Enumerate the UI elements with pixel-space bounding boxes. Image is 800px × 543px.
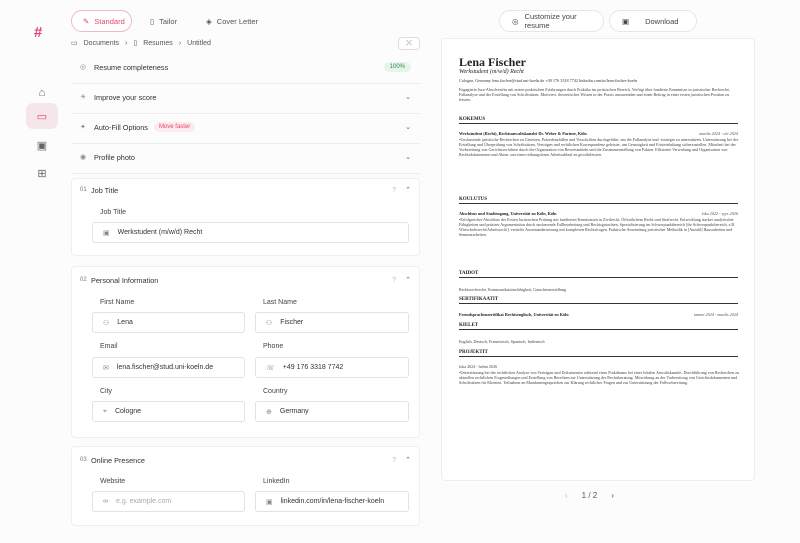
city-input[interactable] <box>92 401 245 422</box>
completeness-label: Resume completeness <box>94 62 169 72</box>
personal-info-header[interactable] <box>71 267 420 293</box>
cert-title-text: Fremdsprachenzertifikat Rechtsenglisch, Universität zu Köln <box>459 312 569 317</box>
resume-contact: Cologne, Germany lena.fischer@stud.uni-koeln.de +49 176 3318 7742 linkedin.com/in/lena-fischer-koeln <box>459 78 638 83</box>
linkedin-input[interactable] <box>255 491 409 512</box>
breadcrumb <box>71 39 211 47</box>
page-indicator: 1 / 2 <box>581 491 598 500</box>
divider <box>71 173 420 174</box>
chevron-left-icon[interactable]: ‹ <box>565 491 568 500</box>
resume-experience-text: •Umfassende juristische Recherchen zu Gesetzen, Präzedenzfällen und Vorschriften durchgeführt, um die Fallanalyse und -strategie zu unterstützen. Unterstützung bei der Erstellung und Überprüfung von Schriftsätzen, Verträgen und rechtlichen Korrespondenz geleistet, um Genauigkeit und Fristeinhaltung sicherzustellen. Mitarbeit bei der Vorbereitung von Gerichtsverfahren durch die Organisation von Beweismitteln und die Zusammenstellung von Fakten. Effiziente Verwaltung und Organisation von Rechtsdokumenten und Akten, um einen reibungslosen Arbeitsablauf zu gewährleisten. <box>459 137 739 158</box>
phone-icon: ☏ <box>266 364 275 372</box>
help-icon[interactable]: ? <box>392 276 396 284</box>
document-icon: ▯ <box>133 40 138 47</box>
email-input[interactable] <box>92 357 245 378</box>
collapse-icon[interactable]: ⤫ <box>398 37 420 50</box>
country-value: Germany <box>279 408 309 415</box>
education-date: loka 2022 - syys 2026 <box>701 211 738 216</box>
resume-experience-title <box>459 131 738 136</box>
website-placeholder: e.g. example.com <box>116 498 172 505</box>
briefcase-icon: ▣ <box>103 229 110 237</box>
section-number: 01 <box>80 187 87 193</box>
briefcase-icon[interactable]: ▣ <box>36 139 48 152</box>
website-input[interactable] <box>92 491 245 512</box>
palette-icon: ◎ <box>512 16 519 26</box>
first-name-label: First Name <box>100 299 135 306</box>
customize-label: Customize your resume <box>524 12 577 30</box>
resume-certs-heading: SERTIFIKAATIT <box>459 297 738 304</box>
link-icon: ∞ <box>103 498 108 505</box>
first-name-input[interactable] <box>92 312 245 333</box>
job-title-input[interactable] <box>92 222 409 243</box>
breadcrumb-current: Untitled <box>187 39 211 47</box>
resume-preview[interactable] <box>441 38 755 481</box>
first-name-value: Lena <box>117 319 133 326</box>
user-icon: ⚇ <box>103 319 110 327</box>
phone-label: Phone <box>263 343 284 350</box>
chevron-up-icon[interactable]: ⌃ <box>405 457 411 464</box>
improve-score-row[interactable] <box>71 84 420 110</box>
breadcrumb-resumes[interactable]: Resumes <box>143 39 173 47</box>
last-name-label: Last Name <box>263 299 297 306</box>
resume-languages-heading: KIELET <box>459 323 738 330</box>
country-input[interactable] <box>255 401 409 422</box>
help-icon[interactable]: ? <box>392 186 396 194</box>
experience-date: maalis 2024 - alv 2024 <box>699 131 738 136</box>
target-icon: ◎ <box>80 64 87 71</box>
chevron-down-icon: ⌄ <box>405 154 411 161</box>
job-title-label: Job Title <box>100 209 127 216</box>
section-number: 03 <box>80 457 87 463</box>
help-icon[interactable]: ? <box>392 456 396 464</box>
email-value: lena.fischer@stud.uni-koeln.de <box>116 364 214 371</box>
chevron-up-icon[interactable]: ⌃ <box>405 277 411 284</box>
last-name-value: Fischer <box>280 319 304 326</box>
chevron-right-icon: › <box>125 39 128 47</box>
breadcrumb-documents[interactable]: Documents <box>83 39 120 47</box>
download-icon: ▣ <box>622 16 630 26</box>
job-title-value: Werkstudent (m/w/d) Recht <box>117 229 203 236</box>
email-label: Email <box>100 343 118 350</box>
download-button[interactable] <box>609 10 697 32</box>
improve-label: Improve your score <box>94 92 157 102</box>
resume-cert-title <box>459 312 738 317</box>
city-label: City <box>100 388 113 395</box>
resume-summary: Engagierte Jura-Absolvent/in mit ersten praktischen Erfahrungen durch Praktika im juristischen Bereich. Verfügt über fundierte Kenntnisse in juristischer Recherche, Fallanalyse und der Erstellung von Schriftsätzen. Motiviert, theoretisches Wissen in der Praxis anzuwenden und einen Beitrag in einer ersten juristischen Position zu leisten. <box>459 87 731 103</box>
photo-label: Profile photo <box>94 152 135 162</box>
linkedin-label: LinkedIn <box>263 478 290 485</box>
job-title-header[interactable] <box>71 177 420 203</box>
tab-cover-letter[interactable] <box>195 10 270 32</box>
resume-project-date: loka 2024 - helmi 2026 <box>459 364 498 369</box>
chevron-down-icon: ⌄ <box>405 94 411 101</box>
resume-education-heading: KOULUTUS <box>459 197 738 204</box>
globe-icon: ⊕ <box>266 408 272 416</box>
city-value: Cologne <box>114 408 142 415</box>
chevron-right-icon: › <box>178 39 182 47</box>
resume-skills-heading: TAIDOT <box>459 271 738 278</box>
resume-projects-text: •Unterstützung bei der rechtlichen Analyse von Verträgen und Dokumenten während eines Praktikums bei einer lokalen Anwaltskanzlei. Durchführung von Recherchen zu aktuellen rechtlichen Fragestellungen und Erstellung von Berichten zur Unterstützung der Rechtsberatung. Mitwirkung an der Vorbereitung von Gerichtsdokumenten und Schriftsätzen für Klienten. Teilnahme an Mandantengesprächen zur Klärung rechtlicher Fragen und zur Unterstützung der Fallvorbereitung. <box>459 370 740 386</box>
camera-icon: ◉ <box>80 154 87 161</box>
chevron-right-icon[interactable]: › <box>611 491 614 500</box>
linkedin-icon: ▣ <box>266 498 273 506</box>
job-title-section-label: Job Title <box>91 185 119 195</box>
resume-skills-text: Rechtsrecherche, Kommunikationsfähigkeit, Gutachtenerstellung <box>459 287 567 292</box>
resume-education-text: •Erfolgreicher Abschluss der Ersten Juristischen Prüfung mit fundierten Kenntnissen in Zivilrecht, Öffentlichem Recht und Strafrecht. Entwicklung starker analytischer Fähigkeiten und präziser Argumentation durch umfassende Fallbearbeitung und Rechtsgutachten. Spezialisierung im Schwerpunktbereich [ihr Schwerpunktbereich, z.B. Wirtschaftsrecht/Arbeitsrecht], vertiefte Auseinandersetzung mit komplexen Rechtsfragen. Praktische Anwendung juristischer Methodik in [Anzahl] Hausarbeiten und Seminararbeiten. <box>459 217 736 238</box>
experience-title-text: Werkstudent (Recht), Rechtsanwaltskanzlei Dr. Weber & Partner, Köln <box>459 131 587 136</box>
hash-logo-icon[interactable]: # <box>34 24 43 41</box>
user-icon: ⚇ <box>266 319 273 327</box>
location-pin-icon: ⌖ <box>103 407 107 415</box>
edit-icon: ✎ <box>83 16 90 26</box>
resume-languages-text: English, Deutsch, Französisch, Spanisch, Italienisch <box>459 339 545 344</box>
resume-education-title <box>459 211 738 216</box>
tab-standard[interactable] <box>71 10 132 32</box>
education-title-text: Abschluss und Studiengang, Universität zu Köln, Köln <box>459 211 557 216</box>
bulb-icon: ☀ <box>80 94 87 101</box>
left-rail <box>0 0 64 543</box>
personal-info-section-label: Personal Information <box>91 275 159 285</box>
autofill-row[interactable] <box>71 114 420 140</box>
profile-photo-row[interactable] <box>71 144 420 170</box>
last-name-input[interactable] <box>255 312 409 333</box>
tab-label: Cover Letter <box>216 16 259 26</box>
download-label: Download <box>645 16 679 26</box>
online-presence-section-label: Online Presence <box>91 455 145 465</box>
resume-subtitle: Werkstudent (m/w/d) Recht <box>459 69 524 75</box>
folder-icon: ▭ <box>71 40 78 47</box>
cert-date: tammi 2024 - maalis 2024 <box>694 312 738 317</box>
customize-button[interactable] <box>499 10 604 32</box>
phone-value: +49 176 3318 7742 <box>282 364 344 371</box>
resume-completeness-row[interactable] <box>71 54 420 80</box>
stack-icon: ◈ <box>206 16 212 26</box>
resume-name: Lena Fischer <box>459 55 526 69</box>
website-label: Website <box>100 478 126 485</box>
chevron-up-icon[interactable]: ⌃ <box>405 187 411 194</box>
country-label: Country <box>263 388 288 395</box>
wand-icon: ✦ <box>80 124 86 131</box>
completeness-badge: 100% <box>384 62 411 72</box>
tab-label: Standard <box>94 16 125 26</box>
document-icon: ▯ <box>150 16 155 26</box>
folder-icon[interactable]: ▭ <box>26 103 58 129</box>
autofill-badge: Move faster <box>154 122 195 132</box>
autofill-label: Auto-Fill Options <box>94 122 148 132</box>
linkedin-value: linkedin.com/in/lena-fischer-koeln <box>280 498 385 505</box>
tab-tailor[interactable] <box>139 10 189 32</box>
tab-label: Tailor <box>159 16 178 26</box>
resume-projects-heading: PROJEKTIT <box>459 350 738 357</box>
home-icon[interactable]: ⌂ <box>38 87 46 99</box>
chevron-down-icon: ⌄ <box>405 124 411 131</box>
section-number: 02 <box>80 277 87 283</box>
mail-icon: ✉ <box>103 364 109 372</box>
resume-experience-heading: KOKEMUS <box>459 117 738 124</box>
grid-icon[interactable]: ⊞ <box>37 167 47 180</box>
page-pager <box>565 491 614 500</box>
phone-input[interactable] <box>255 357 409 378</box>
online-presence-header[interactable] <box>71 447 420 473</box>
